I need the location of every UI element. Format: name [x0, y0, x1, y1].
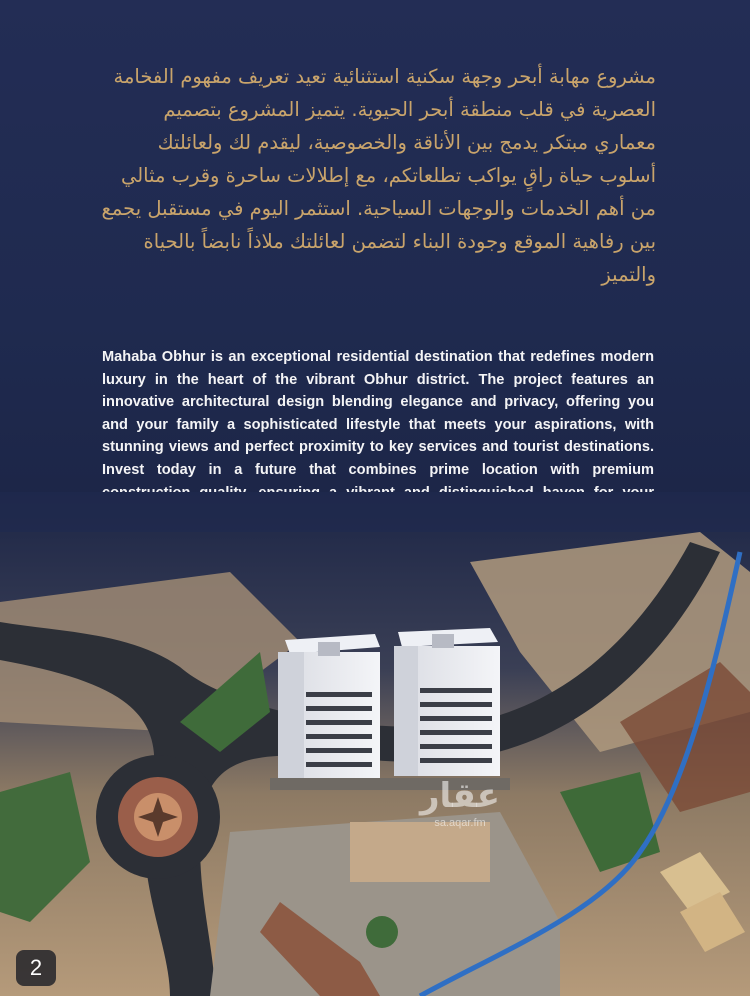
aqar-watermark	[402, 776, 518, 836]
page-number-badge: 2	[16, 950, 56, 986]
watermark-url: sa.aqar.fm	[434, 817, 486, 829]
watermark-brand: عقار	[419, 776, 501, 816]
aerial-render-image	[0, 492, 750, 996]
english-description: Mahaba Obhur is an exceptional residential destination that redefines modern luxury in the heart of the vibrant Obhur district. The project features an innovative architectural design blending elegance and privacy, offering you and your family a sophisticated lifestyle that meets your aspirations, with stunning views and perfect proximity to key services and tourist destinations. Invest today in a future that combines prime location with premium	[102, 349, 654, 478]
arabic-description: مشروع مهابة أبحر وجهة سكنية استثنائية تعيد تعريف مفهوم الفخامة العصرية في قلب منطقة أبحر الحيوية. يتميز المشروع بتصميم معماري مبتكر يدمج بين الأناقة والخصوصية، ليقدم لك ولعائلتك أسلوب حياة راقٍ يواكب تطلعاتكم، مع إطلالات ساحرة وقرب مثالي من أهم الخدمات والوجهات السياحية. استثمر اليوم في مستقبل يجمع بين رفاهية الموقع وجودة البناء لتضمن لعائلتك ملاذاً نابضاً بالحياة والتميز	[101, 65, 656, 286]
